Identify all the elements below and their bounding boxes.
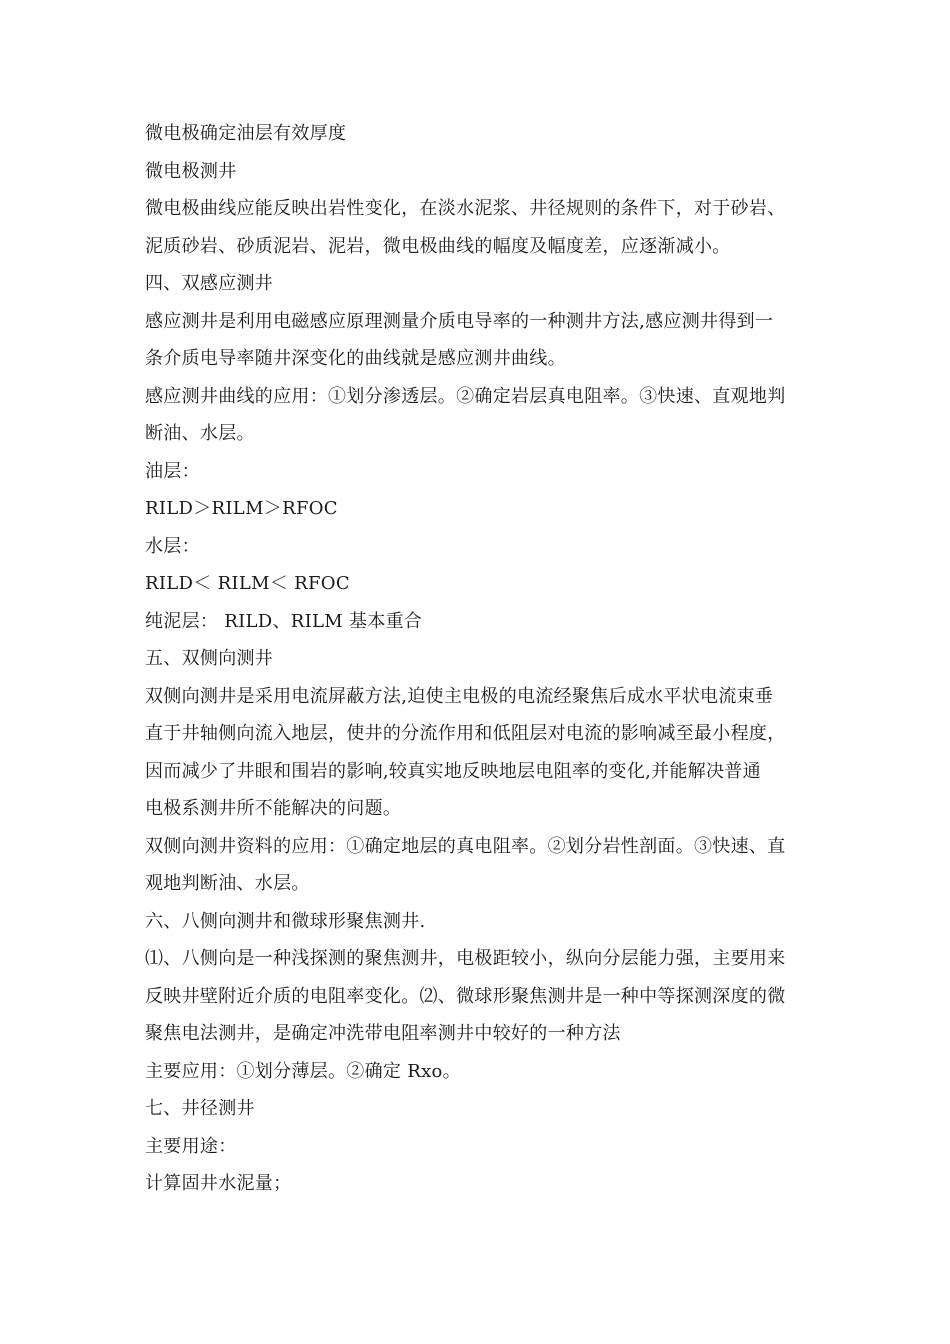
section-heading: 四、双感应测井 xyxy=(145,273,274,294)
paragraph-line: 条介质电导率随井深变化的曲线就是感应测井曲线。 xyxy=(145,348,566,369)
paragraph-line: 直于井轴侧向流入地层，使井的分流作用和低阻层对电流的影响减至最小程度， xyxy=(145,723,786,744)
formula-line: RILD＞RILM＞RFOC xyxy=(145,498,338,519)
paragraph-line: 微电极曲线应能反映出岩性变化，在淡水泥浆、井径规则的条件下，对于砂岩、 xyxy=(145,198,786,219)
paragraph-line: 油层： xyxy=(145,460,200,482)
formula-line: RILD＜ RILM＜ RFOC xyxy=(145,573,350,594)
paragraph-line: 聚焦电法测井，是确定冲洗带电阻率测井中较好的一种方法 xyxy=(145,1023,621,1044)
section-heading: 五、双侧向测井 xyxy=(145,648,274,669)
paragraph-line: 双侧向测井是采用电流屏蔽方法,迫使主电极的电流经聚焦后成水平状电流束垂 xyxy=(145,685,774,707)
paragraph-line: 计算固井水泥量； xyxy=(145,1173,292,1194)
document-body xyxy=(145,115,810,1203)
paragraph-line: 微电极测井 xyxy=(145,160,237,182)
paragraph-line: 断油、水层。 xyxy=(145,423,255,444)
paragraph-line: ⑴、八侧向是一种浅探测的聚焦测井，电极距较小，纵向分层能力强，主要用来 xyxy=(145,948,786,969)
paragraph-line: 纯泥层： RILD、RILM 基本重合 xyxy=(145,610,423,632)
paragraph-line: 感应测井是利用电磁感应原理测量介质电导率的一种测井方法,感应测井得到一 xyxy=(145,310,774,332)
paragraph-line: 电极系测井所不能解决的问题。 xyxy=(145,798,402,819)
paragraph-line: 微电极确定油层有效厚度 xyxy=(145,123,347,144)
section-heading: 六、八侧向测井和微球形聚焦测井. xyxy=(145,910,426,932)
paragraph-line: 主要应用：①划分薄层。②确定 Rxo。 xyxy=(145,1060,461,1082)
paragraph-line: 泥质砂岩、砂质泥岩、泥岩，微电极曲线的幅度及幅度差，应逐渐减小。 xyxy=(145,235,731,257)
paragraph-line: 双侧向测井资料的应用：①确定地层的真电阻率。②划分岩性剖面。③快速、直 xyxy=(145,835,786,857)
paragraph-line: 感应测井曲线的应用：①划分渗透层。②确定岩层真电阻率。③快速、直观地判 xyxy=(145,385,786,407)
paragraph-line: 主要用途： xyxy=(145,1135,237,1157)
section-heading: 七、井径测井 xyxy=(145,1098,255,1119)
paragraph-line: 水层： xyxy=(145,535,200,557)
paragraph-line: 因而减少了井眼和围岩的影响,较真实地反映地层电阻率的变化,并能解决普通 xyxy=(145,760,761,782)
paragraph-line: 观地判断油、水层。 xyxy=(145,873,310,894)
paragraph-line: 反映井壁附近介质的电阻率变化。⑵、微球形聚焦测井是一种中等探测深度的微 xyxy=(145,985,786,1007)
